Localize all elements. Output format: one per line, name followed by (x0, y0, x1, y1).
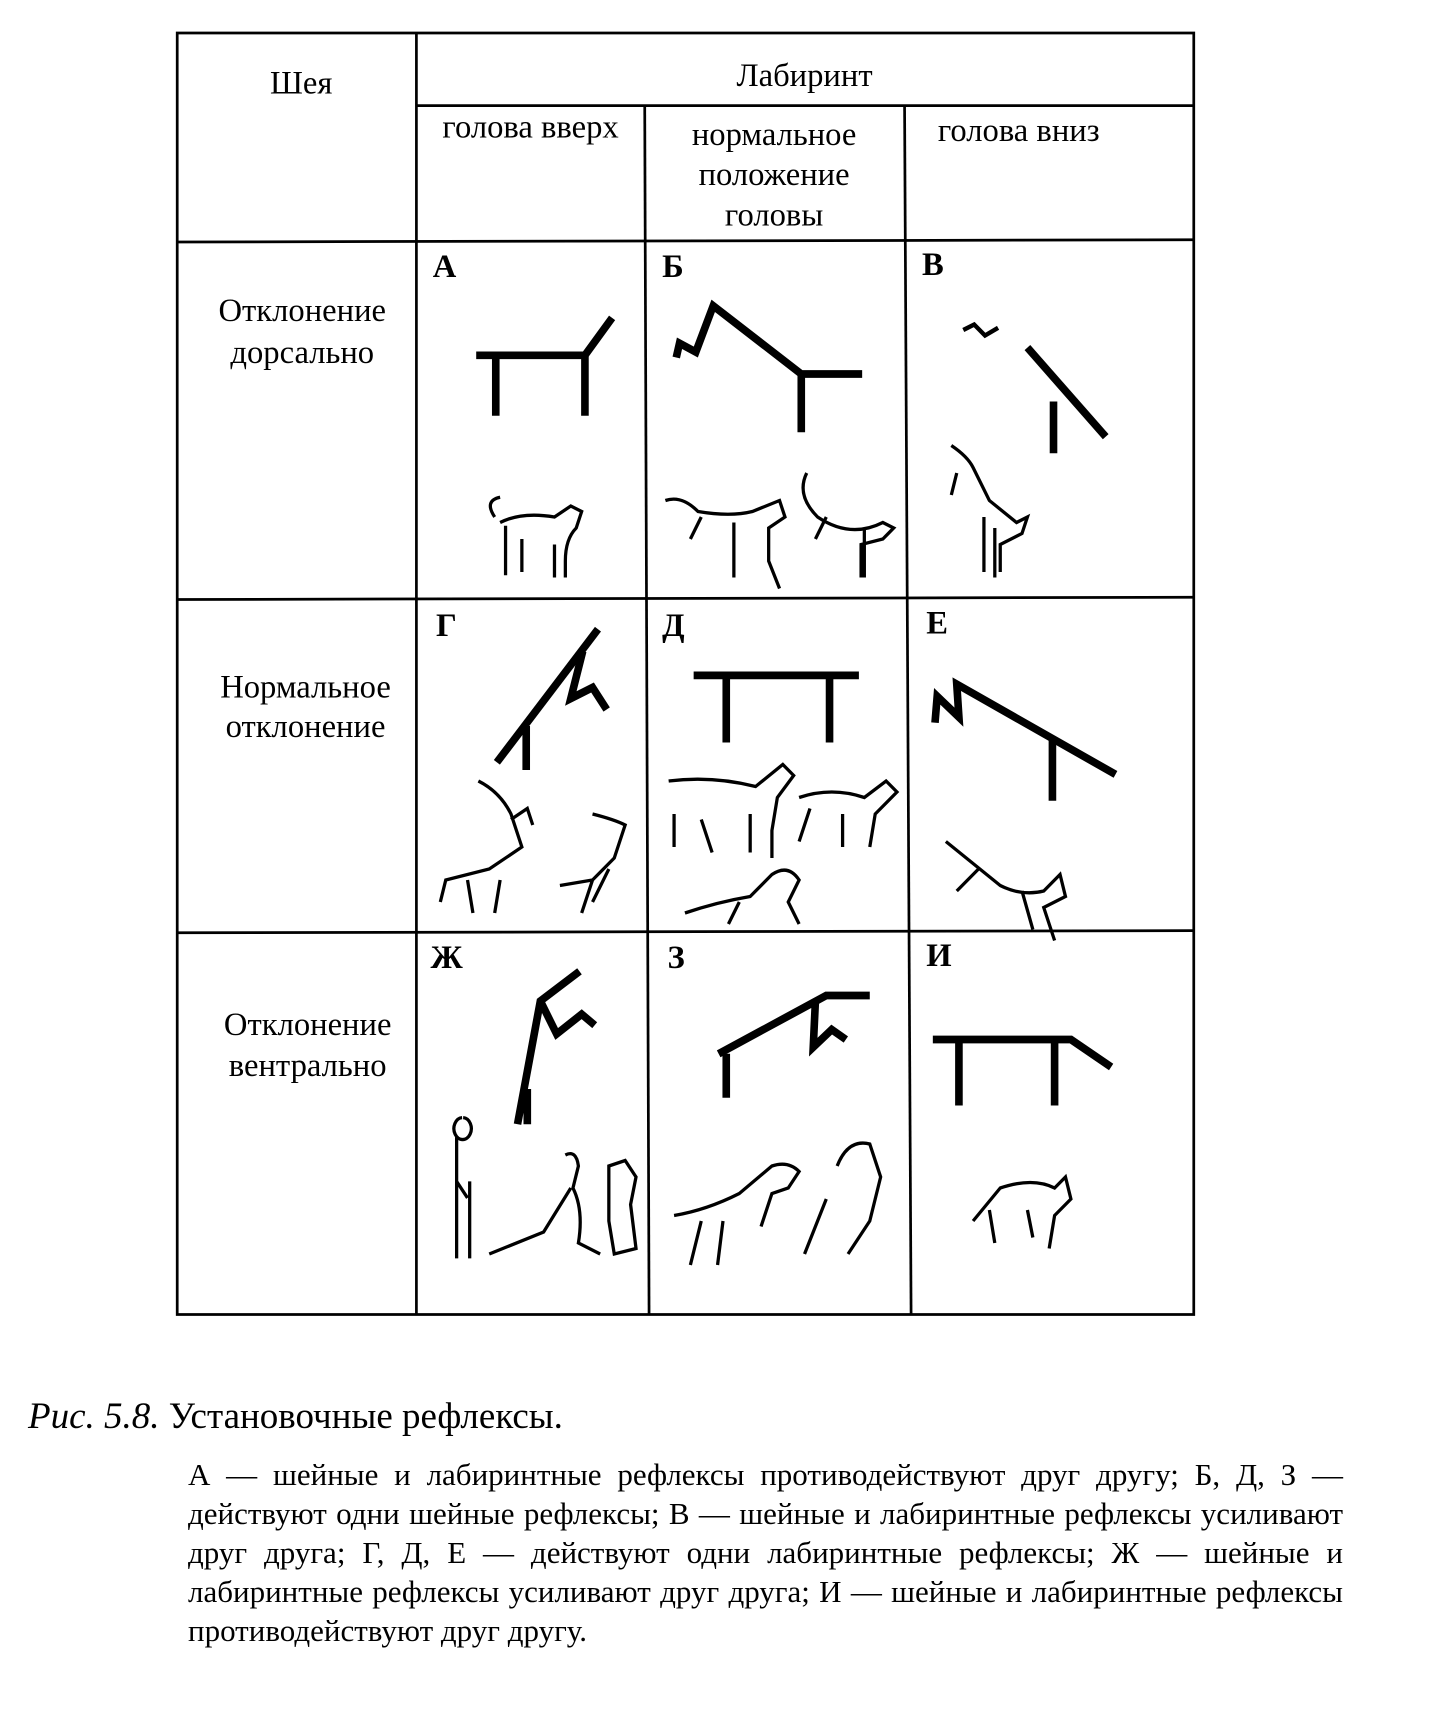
column-head-normal-1: нормальное (691, 117, 857, 154)
column-head-normal-2: положение (698, 156, 850, 193)
kangaroo-icon (489, 1154, 600, 1254)
figure-caption-body: А — шейные и лабиринтные рефлексы противодействуют друг другу; Б, Д, З — действуют одни шейные рефлексы; В — шейные и лабиринтные рефлексы усиливают друг друга; Г, Д, Е — действуют одни лабиринтные рефлексы; Ж — шейные и лабиринтные рефлексы усиливают друг друга; И — шейные и лабиринтные рефлексы противодействуют друг другу. (188, 1457, 1343, 1648)
column-head-normal-3: головы (724, 197, 824, 234)
row-ventral-2: вентрально (228, 1047, 387, 1084)
animal-silhouettes (440, 446, 1071, 1266)
posture-diagram-a (476, 318, 612, 416)
cell-label-zh: Ж (430, 939, 463, 977)
cat-down-icon (951, 446, 1027, 578)
dog-lowered-icon (973, 1177, 1071, 1249)
posture-diagram-v (963, 325, 1105, 454)
horse-rearing-icon (440, 781, 532, 913)
labyrinth-header: Лабиринт (736, 57, 873, 94)
human-standing-icon (454, 1118, 471, 1259)
figure-title: Установочные рефлексы. (168, 1396, 563, 1437)
cell-label-z: З (667, 939, 685, 977)
cell-label-d: Д (662, 607, 685, 644)
posture-diagram-e (935, 684, 1115, 801)
cell-label-g: Г (435, 607, 457, 644)
bear-rearing-icon (805, 1143, 881, 1254)
cell-label-v: В (921, 246, 944, 284)
row-ventral-1: Отклонение (223, 1006, 392, 1044)
dog-normal-icon (799, 781, 897, 847)
posture-diagram-i (933, 1040, 1111, 1106)
row-dorsal-2: дорсально (230, 334, 375, 372)
row-normal-1: Нормальное (220, 669, 391, 706)
neck-header: Шея (269, 65, 333, 102)
figure-number: Рис. 5.8. (28, 1396, 160, 1437)
column-head-up: голова вверх (442, 109, 619, 146)
cat-standing-icon (490, 497, 581, 577)
posture-diagram-d (694, 675, 859, 742)
cell-label-a: А (432, 249, 457, 286)
row-dorsal-1: Отклонение (218, 293, 386, 330)
cat-descending-icon (946, 842, 1066, 941)
figure-caption-title (28, 1395, 563, 1438)
cat-jumping-icon (803, 473, 894, 578)
cell-label-i: И (926, 937, 952, 974)
posture-diagram-z (719, 996, 870, 1098)
row-normal-2: отклонение (225, 708, 386, 746)
dog-sitting-icon (560, 814, 625, 913)
bear-standing-icon (609, 1161, 636, 1255)
column-head-down: голова вниз (937, 112, 1100, 149)
posture-diagram-g (497, 629, 607, 770)
horse-jumping-icon (674, 1164, 799, 1265)
posture-diagram-b (676, 306, 862, 433)
baby-crawling-icon (685, 870, 799, 924)
cell-label-e: Е (926, 605, 949, 642)
horse-normal-icon (669, 765, 794, 859)
horse-icon (665, 499, 785, 588)
cell-label-b: Б (662, 249, 684, 286)
posture-diagram-zh (518, 971, 595, 1124)
